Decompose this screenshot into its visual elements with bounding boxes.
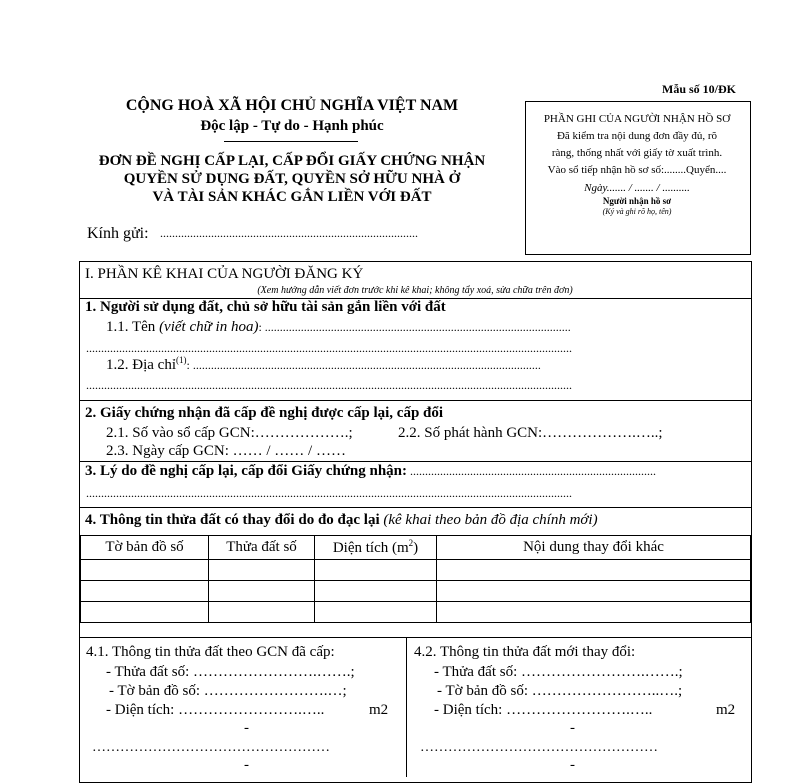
name-field[interactable]: : ...................................................................................................... — [258, 320, 571, 334]
table-cell[interactable] — [437, 602, 751, 623]
divider — [80, 637, 751, 638]
address-field[interactable]: : .................................................................................................................... — [186, 358, 541, 372]
doc-title-line3: VÀ TÀI SẢN KHÁC GẮN LIỀN VỚI ĐẤT — [152, 189, 432, 205]
item3-heading: 3. Lý do đề nghị cấp lại, cấp đổi Giấy chứng nhận: — [85, 463, 407, 479]
divider — [80, 400, 751, 401]
receiver-note: (Ký và ghi rõ họ, tên) — [602, 207, 672, 216]
section1-heading: I. PHẦN KÊ KHAI CỦA NGƯỜI ĐĂNG KÝ — [85, 266, 364, 282]
section1-note: (Xem hướng dẫn viết đơn trước khi kê khai; không tẩy xoá, sửa chữa trên đơn) — [257, 285, 573, 296]
item1-1-row — [106, 319, 571, 336]
item1-1-label: 1.1. Tên — [106, 319, 156, 335]
receiver-box-line2: ràng, thống nhất với giấy tờ xuất trình. — [551, 147, 723, 159]
col-parcel: Thửa đất số — [209, 536, 315, 560]
reason-field[interactable]: .................................................................................. — [407, 464, 656, 478]
name-field-line2[interactable]: .................................................................................................................................................................. — [86, 341, 572, 355]
sec42-heading: 4.2. Thông tin thửa đất mới thay đổi: — [414, 644, 636, 660]
kinh-gui-field[interactable]: ...................................................................................... — [160, 226, 418, 240]
table-row — [81, 560, 751, 581]
table-cell[interactable] — [315, 560, 437, 581]
sec42-map-field[interactable]: - Tờ bản đồ số: ……………………..….; — [437, 683, 683, 699]
receiver-box-line3: Vào sổ tiếp nhận hồ sơ số:........Quyển.... — [547, 164, 727, 176]
table-cell[interactable] — [209, 581, 315, 602]
item4-hint: (kê khai theo bản đồ địa chính mới) — [383, 512, 598, 528]
sec42-parcel-field[interactable]: - Thửa đất số: …………………….…….; — [434, 664, 683, 680]
item3-row — [85, 463, 656, 480]
item4-heading: 4. Thông tin thửa đất có thay đổi do đo đạc lại — [85, 512, 380, 528]
parcel-change-table — [80, 535, 751, 623]
column-divider — [406, 637, 407, 777]
item1-2-footnote: (1) — [175, 355, 187, 365]
sec41-dash: - — [244, 757, 249, 773]
table-cell[interactable] — [437, 581, 751, 602]
sec41-heading: 4.1. Thông tin thửa đất theo GCN đã cấp: — [86, 644, 335, 660]
sec42-area-unit: m2 — [716, 702, 736, 718]
sec42-dash: - — [570, 720, 575, 736]
sec42-dash: - — [570, 757, 575, 773]
kinh-gui-label: Kính gửi: — [87, 225, 149, 242]
item1-2-row — [106, 355, 541, 374]
sec41-extra-field[interactable]: …………………………………………… — [92, 740, 330, 755]
item2-heading: 2. Giấy chứng nhận đã cấp đề nghị được cấp lại, cấp đổi — [85, 405, 444, 421]
table-cell[interactable] — [315, 602, 437, 623]
item4-row — [85, 512, 598, 529]
reason-field-line2[interactable]: .................................................................................................................................................................. — [86, 486, 572, 500]
sec41-parcel-field[interactable]: - Thửa đất số: …………………….…….; — [106, 664, 355, 680]
sec41-map-field[interactable]: - Tờ bản đồ số: …………………….…; — [109, 683, 347, 699]
nation-title: CỘNG HOÀ XÃ HỘI CHỦ NGHĨA VIỆT NAM — [125, 97, 459, 114]
motto-underline — [224, 141, 358, 142]
divider — [80, 507, 751, 508]
table-cell[interactable] — [315, 581, 437, 602]
divider — [80, 461, 751, 462]
col-area: Diện tích $(m^2)$ — [315, 536, 437, 560]
sec42-extra-field[interactable]: …………………………………………… — [420, 740, 658, 755]
table-cell[interactable] — [437, 560, 751, 581]
address-field-line2[interactable]: .................................................................................................................................................................. — [86, 378, 572, 392]
receiver-box-date: Ngày....... / ....... / .......... — [584, 182, 690, 194]
sec41-area-field[interactable]: - Diện tích: …………………….….. — [106, 702, 325, 718]
form-number: Mẫu số 10/ĐK — [662, 82, 737, 96]
receiver-label: Người nhận hồ sơ — [602, 196, 672, 206]
motto: Độc lập - Tự do - Hạnh phúc — [200, 118, 384, 134]
col-map-sheet: Tờ bản đồ số — [81, 536, 209, 560]
gcn-book-number-field[interactable]: 2.1. Số vào sổ cấp GCN:……………….; — [106, 425, 353, 441]
sec42-area-field[interactable]: - Diện tích: …………………….….. — [434, 702, 653, 718]
receiver-box-line1: Đã kiểm tra nội dung đơn đầy đủ, rõ — [556, 130, 718, 142]
table-cell[interactable] — [81, 581, 209, 602]
item1-2-label: 1.2. Địa chỉ — [106, 357, 176, 373]
gcn-serial-field[interactable]: 2.2. Số phát hành GCN:……………….…..; — [398, 425, 663, 441]
sec41-area-unit: m2 — [369, 702, 389, 718]
sec41-dash: - — [244, 720, 249, 736]
item1-1-hint: (viết chữ in hoa) — [159, 319, 259, 335]
col-other-changes: Nội dung thay đổi khác — [437, 536, 751, 560]
table-row — [81, 602, 751, 623]
doc-title-line1: ĐƠN ĐỀ NGHỊ CẤP LẠI, CẤP ĐỔI GIẤY CHỨNG NHẬN — [98, 153, 486, 169]
gcn-issue-date-field[interactable]: 2.3. Ngày cấp GCN: …… / …… / …… — [106, 443, 346, 459]
doc-title-line2: QUYỀN SỬ DỤNG ĐẤT, QUYỀN SỞ HỮU NHÀ Ở — [123, 171, 461, 187]
table-cell[interactable] — [209, 560, 315, 581]
table-cell[interactable] — [81, 560, 209, 581]
item1-heading: 1. Người sử dụng đất, chủ sở hữu tài sản gắn liền với đất — [85, 299, 446, 315]
table-row — [81, 581, 751, 602]
table-cell[interactable] — [209, 602, 315, 623]
table-cell[interactable] — [81, 602, 209, 623]
receiver-box-title: PHẦN GHI CỦA NGƯỜI NHẬN HỒ SƠ — [543, 113, 731, 125]
